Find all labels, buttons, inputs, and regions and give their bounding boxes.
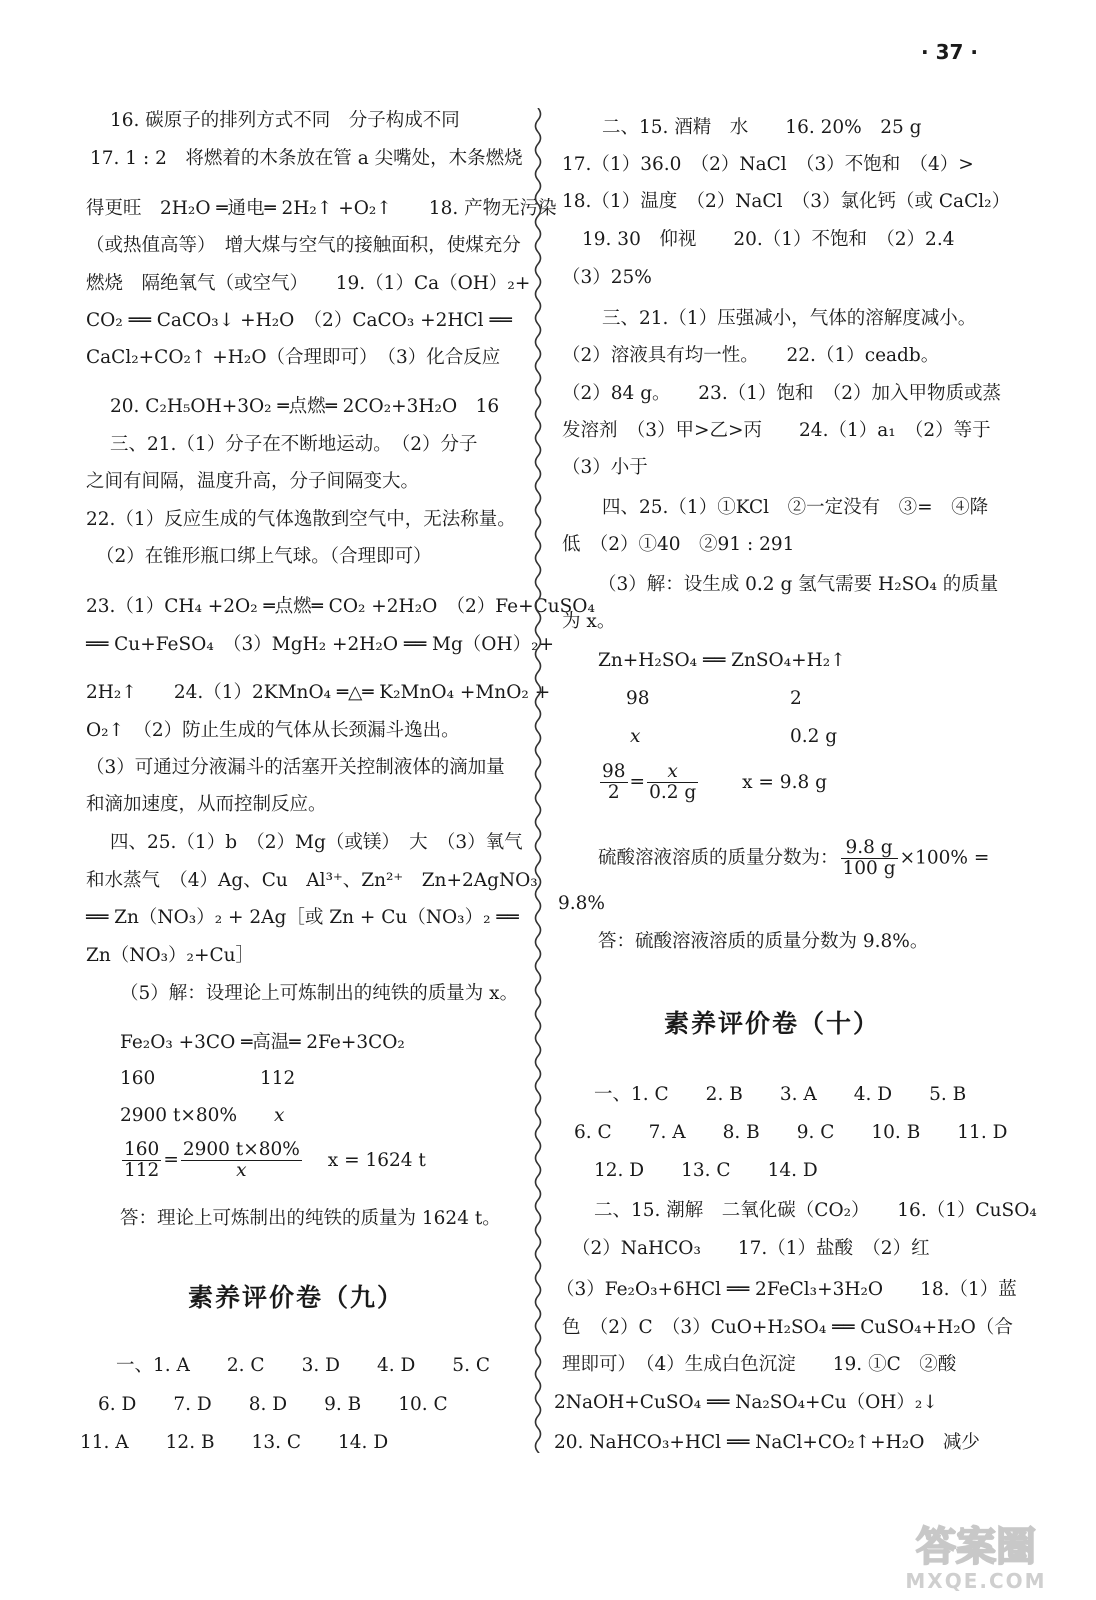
column-divider bbox=[531, 108, 545, 1453]
answer-line: 和滴加速度，从而控制反应。 bbox=[86, 794, 327, 815]
answer-line: 发溶剂 （3）甲>乙>丙 24.（1）a₁ （2）等于 bbox=[562, 420, 991, 441]
answer-line: （2）84 g。 23.（1）饱和 （2）加入甲物质或蒸 bbox=[562, 383, 1001, 404]
choice-answers: 一、1. C 2. B 3. A 4. D 5. B bbox=[594, 1084, 967, 1105]
svg-text:MXQE.COM: MXQE.COM bbox=[905, 1569, 1047, 1593]
answer-line: 四、25.（1）①KCl ②一定没有 ③= ④降 bbox=[602, 497, 989, 518]
answer-line: 答：理论上可炼制出的纯铁的质量为 1624 t。 bbox=[120, 1208, 501, 1229]
answer-line: （或热值高等） 增大煤与空气的接触面积，使煤充分 bbox=[86, 235, 521, 256]
fraction: $\frac{x}{0.2 g}$ bbox=[649, 761, 697, 803]
fraction: $\frac{2900 t\times 80\%}{x}$ bbox=[182, 1139, 300, 1181]
answer-line: 三、21.（1）压强减小，气体的溶解度减小。 bbox=[602, 308, 977, 329]
answer-line: 色 （2）C （3）CuO+H₂SO₄ ══ CuSO₄+H₂O（合 bbox=[562, 1317, 1013, 1338]
section-title: 素养评价卷（九） bbox=[187, 1283, 404, 1312]
ratio-value: 0.2 g bbox=[790, 726, 838, 747]
answer-line: 17.（1）36.0 （2）NaCl （3）不饱和 （4）> bbox=[562, 154, 974, 175]
answer-line: （2）在锥形瓶口绑上气球。（合理即可） bbox=[96, 546, 432, 567]
ratio-value: 2 bbox=[790, 688, 802, 709]
proportion-line: $\frac{160}{112}$ = $\frac{2900 t\times 80\%}{x}$ x = 1624 t bbox=[124, 1139, 426, 1181]
ratio-value: 2900 t×80% bbox=[120, 1105, 238, 1126]
answer-line: 低 （2）①40 ②91 : 291 bbox=[562, 534, 795, 555]
ratio-value: 98 bbox=[626, 688, 650, 709]
answer-line: （3）解：设生成 0.2 g 氢气需要 H₂SO₄ 的质量 bbox=[598, 574, 999, 595]
answer-line: （3）小于 bbox=[562, 457, 648, 478]
answer-line: 三、21.（1）分子在不断地运动。 （2）分子 bbox=[110, 434, 478, 455]
answer-line: 23.（1）CH₄ +2O₂ ═点燃═ CO₂ +2H₂O （2）Fe+CuSO₄ bbox=[86, 596, 595, 617]
answer-line: 四、25.（1）b （2）Mg（或镁） 大 （3）氧气 bbox=[110, 832, 523, 853]
answer-line: CO₂ ══ CaCO₃↓ +H₂O （2）CaCO₃ +2HCl ══ bbox=[86, 310, 512, 331]
answer-line: ══ Zn（NO₃）₂ + 2Ag［或 Zn + Cu（NO₃）₂ ══ bbox=[86, 907, 519, 928]
answer-line: 16. 碳原子的排列方式不同 分子构成不同 bbox=[110, 110, 460, 131]
svg-text:答案圈: 答案圈 bbox=[916, 1524, 1036, 1570]
ratio-value: 160 bbox=[120, 1068, 156, 1089]
answer-line: 燃烧 隔绝氧气（或空气） 19.（1）Ca（OH）₂+ bbox=[86, 273, 531, 294]
choice-answers: 一、1. A 2. C 3. D 4. D 5. C bbox=[116, 1355, 490, 1376]
ratio-value: x bbox=[274, 1105, 285, 1126]
section-title: 素养评价卷（十） bbox=[663, 1009, 880, 1038]
answer-line: （5）解：设理论上可炼制出的纯铁的质量为 x。 bbox=[120, 983, 519, 1004]
equation-line: Zn+H₂SO₄ ══ ZnSO₄+H₂↑ bbox=[598, 650, 846, 671]
answer-line: 答：硫酸溶液溶质的质量分数为 9.8%。 bbox=[598, 931, 929, 952]
answer-line: ══ Cu+FeSO₄ （3）MgH₂ +2H₂O ══ Mg（OH）₂+ bbox=[86, 634, 555, 655]
choice-answers: 6. D 7. D 8. D 9. B 10. C bbox=[98, 1394, 448, 1415]
answer-line: 19. 30 仰视 20.（1）不饱和 （2）2.4 bbox=[582, 229, 955, 250]
proportion-line: $\frac{98}{2}$ = $\frac{x}{0.2 g}$ x = 9.8 g bbox=[602, 761, 827, 803]
choice-answers: 12. D 13. C 14. D bbox=[594, 1160, 818, 1181]
choice-answers: 6. C 7. A 8. B 9. C 10. B 11. D bbox=[574, 1122, 1008, 1143]
answer-line: 二、15. 酒精 水 16. 20% 25 g bbox=[602, 117, 922, 138]
answer-line: Zn（NO₃）₂+Cu］ bbox=[86, 945, 255, 966]
watermark-logo bbox=[876, 1514, 1076, 1594]
answer-line: 9.8% bbox=[558, 893, 605, 914]
answer-line: 2H₂↑ 24.（1）2KMnO₄ ═△═ K₂MnO₄ +MnO₂ + bbox=[86, 682, 551, 703]
answer-line: 理即可） （4）生成白色沉淀 19. ①C ②酸 bbox=[562, 1354, 957, 1375]
fraction: $\frac{9.8 g}{100 g}$ bbox=[842, 837, 896, 879]
choice-answers: 11. A 12. B 13. C 14. D bbox=[80, 1432, 389, 1453]
equation-line: Fe₂O₃ +3CO ═高温═ 2Fe+3CO₂ bbox=[120, 1032, 405, 1053]
answer-line: 二、15. 潮解 二氧化碳（CO₂） 16.（1）CuSO₄ bbox=[594, 1200, 1037, 1221]
answer-line: （2）溶液具有均一性。 22.（1）ceadb。 bbox=[562, 345, 940, 366]
answer-line: 22.（1）反应生成的气体逸散到空气中，无法称量。 bbox=[86, 509, 516, 530]
ratio-value: x bbox=[630, 726, 641, 747]
answer-line: O₂↑ （2）防止生成的气体从长颈漏斗逸出。 bbox=[86, 720, 460, 741]
answer-line: （3）25% bbox=[562, 267, 652, 288]
answer-line: 2NaOH+CuSO₄ ══ Na₂SO₄+Cu（OH）₂↓ bbox=[554, 1392, 938, 1413]
answer-line: 17. 1 : 2 将燃着的木条放在管 a 尖嘴处，木条燃烧 bbox=[90, 148, 523, 169]
answer-line: （3）Fe₂O₃+6HCl ══ 2FeCl₃+3H₂O 18.（1）蓝 bbox=[556, 1279, 1017, 1300]
percent-line: 硫酸溶液溶质的质量分数为： $\frac{9.8 g}{100 g}$ ×100% = bbox=[598, 837, 990, 879]
answer-line: 之间有间隔，温度升高，分子间隔变大。 bbox=[86, 471, 420, 492]
answer-line: 18.（1）温度 （2）NaCl （3）氯化钙（或 CaCl₂） bbox=[562, 191, 1011, 212]
fraction: $\frac{98}{2}$ bbox=[602, 761, 626, 803]
answer-line: （3）可通过分液漏斗的活塞开关控制液体的滴加量 bbox=[86, 757, 505, 778]
answer-line: CaCl₂+CO₂↑ +H₂O（合理即可） （3）化合反应 bbox=[86, 347, 501, 368]
result-text: x = 9.8 g bbox=[742, 771, 827, 793]
page-number: · 37 · bbox=[921, 40, 978, 64]
answer-line: 得更旺 2H₂O ═通电═ 2H₂↑ +O₂↑ 18. 产物无污染 bbox=[86, 198, 557, 219]
answer-line: 20. NaHCO₃+HCl ══ NaCl+CO₂↑+H₂O 减少 bbox=[554, 1432, 980, 1453]
result-text: x = 1624 t bbox=[327, 1149, 426, 1171]
ratio-value: 112 bbox=[260, 1068, 296, 1089]
answer-line: 20. C₂H₅OH+3O₂ ═点燃═ 2CO₂+3H₂O 16 bbox=[110, 396, 500, 417]
answer-line: （2）NaHCO₃ 17.（1）盐酸 （2）红 bbox=[572, 1238, 930, 1259]
fraction: $\frac{160}{112}$ bbox=[124, 1139, 160, 1181]
answer-line: 和水蒸气 （4）Ag、Cu Al³⁺、Zn²⁺ Zn+2AgNO₃ bbox=[86, 870, 538, 891]
answer-line: 为 x。 bbox=[562, 611, 616, 632]
